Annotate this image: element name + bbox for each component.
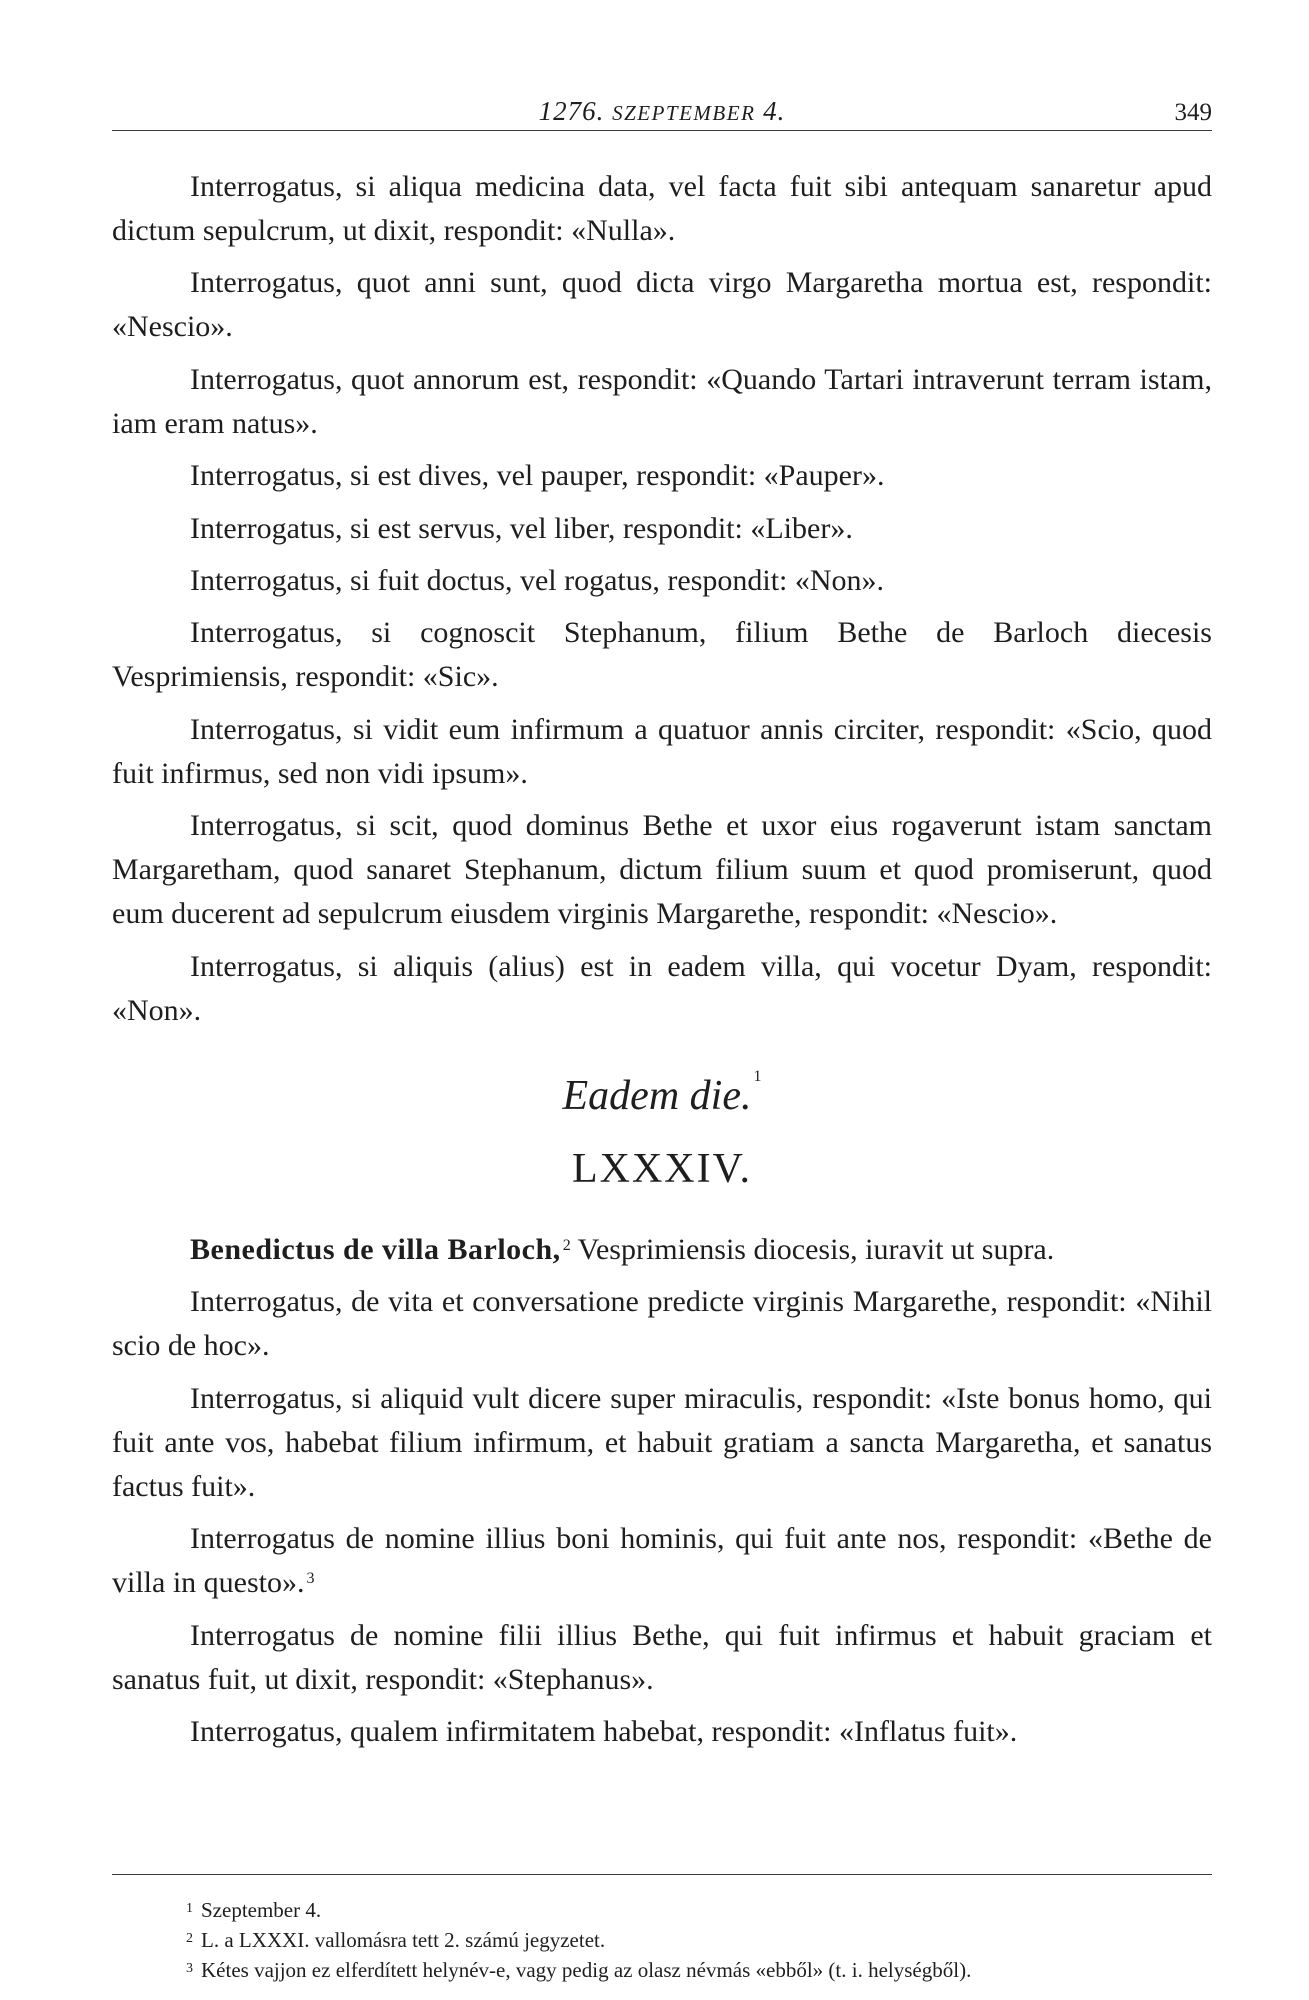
header-date: 1276. SZEPTEMBER 4. [538, 96, 786, 126]
footnote-text: L. a LXXXI. vallomásra tett 2. számú jegyzetet. [201, 1928, 606, 1952]
witness-intro-rest: Vesprimiensis diocesis, iuravit ut supra. [570, 1233, 1055, 1266]
paragraph: Interrogatus, si est servus, vel liber, respondit: «Liber». [190, 511, 853, 545]
paragraph: Interrogatus, qualem infirmitatem habebat, respondit: «Inflatus fuit». [190, 1714, 1018, 1748]
paragraph: Interrogatus de nomine filii illius Bethe, qui fuit infirmus et habuit graciam et sanatus fuit, ut dixit, respondit: «Stephanus». [112, 1618, 1212, 1696]
header-month: SZEPTEMBER [612, 101, 756, 125]
footnote [112, 1955, 1212, 1985]
section-date [112, 1068, 1212, 1120]
page-number: 349 [1174, 99, 1212, 126]
header-day: 4. [763, 96, 786, 126]
footnote [112, 1895, 1212, 1925]
paragraph: Interrogatus, quot annorum est, respondit: «Quando Tartari intraverunt terram istam, iam eram natus». [112, 362, 1212, 440]
witness-intro [112, 1228, 1212, 1272]
footnote-number: 2 [186, 1931, 193, 1946]
paragraph: Interrogatus, si vidit eum infirmum a quatuor annis circiter, respondit: «Scio, quod fuit infirmus, sed non vidi ipsum». [112, 712, 1212, 790]
paragraph: Interrogatus, si scit, quod dominus Bethe et uxor eius rogaverunt istam sanctam Margaretham, quod sanaret Stephanum, dictum filium suum et quod promiserunt, quod eum ducerent ad sepulcrum eiusdem virginis Margarethe, respondit: «Nescio». [112, 809, 1212, 931]
paragraph: Interrogatus, si aliquid vult dicere super miraculis, respondit: «Iste bonus homo, qui fuit ante vos, habebat filium infirmum, et habuit gratiam a sancta Margaretha, et sanatus factus fuit». [112, 1381, 1212, 1503]
running-header [112, 96, 1212, 131]
paragraph: Interrogatus, si est dives, vel pauper, respondit: «Pauper». [190, 459, 885, 493]
footnote-divider [112, 1874, 1212, 1875]
footnote-ref[interactable]: 2 [562, 1237, 571, 1254]
footnote-text: Kétes vajjon ez elferdített helynév-e, vagy pedig az olasz névmás «ebből» (t. i. helységből). [201, 1958, 972, 1982]
footnote-ref[interactable]: 3 [306, 1570, 315, 1588]
testimony-block-1 [112, 165, 1212, 1041]
paragraph: Interrogatus, si aliqua medicina data, vel facta fuit sibi antequam sanaretur apud dictum sepulcrum, ut dixit, respondit: «Nulla». [112, 170, 1212, 247]
footnote-number: 3 [186, 1961, 193, 1976]
section-number: LXXXIV. [571, 1146, 753, 1192]
footnote-ref[interactable]: 1 [753, 1068, 762, 1085]
paragraph: Interrogatus, si cognoscit Stephanum, filium Bethe de Barloch diecesis Vesprimiensis, respondit: «Sic». [112, 616, 1212, 694]
footnote-number: 1 [186, 1901, 193, 1916]
paragraph: Interrogatus, quot anni sunt, quod dicta virgo Margaretha mortua est, respondit: «Nescio». [112, 266, 1212, 344]
paragraph [112, 1517, 1212, 1605]
footnotes [112, 1895, 1212, 1985]
footnote [112, 1925, 1212, 1955]
footnote-text: Szeptember 4. [201, 1898, 322, 1922]
section-date-text: Eadem die. [562, 1073, 752, 1119]
paragraph: Interrogatus, si aliquis (alius) est in eadem villa, qui vocetur Dyam, respondit: «Non». [112, 949, 1212, 1027]
witness-name: Benedictus de villa Barloch, [190, 1233, 561, 1266]
paragraph-text: Interrogatus de nomine illius boni hominis, qui fuit ante nos, respondit: «Bethe de villa in questo». [112, 1522, 1212, 1600]
paragraph: Interrogatus, de vita et conversatione predicte virginis Margarethe, respondit: «Nihil scio de hoc». [112, 1285, 1212, 1363]
testimony-block-2 [112, 1228, 1212, 1762]
paragraph: Interrogatus, si fuit doctus, vel rogatus, respondit: «Non». [190, 563, 885, 597]
header-year: 1276 [538, 96, 597, 126]
